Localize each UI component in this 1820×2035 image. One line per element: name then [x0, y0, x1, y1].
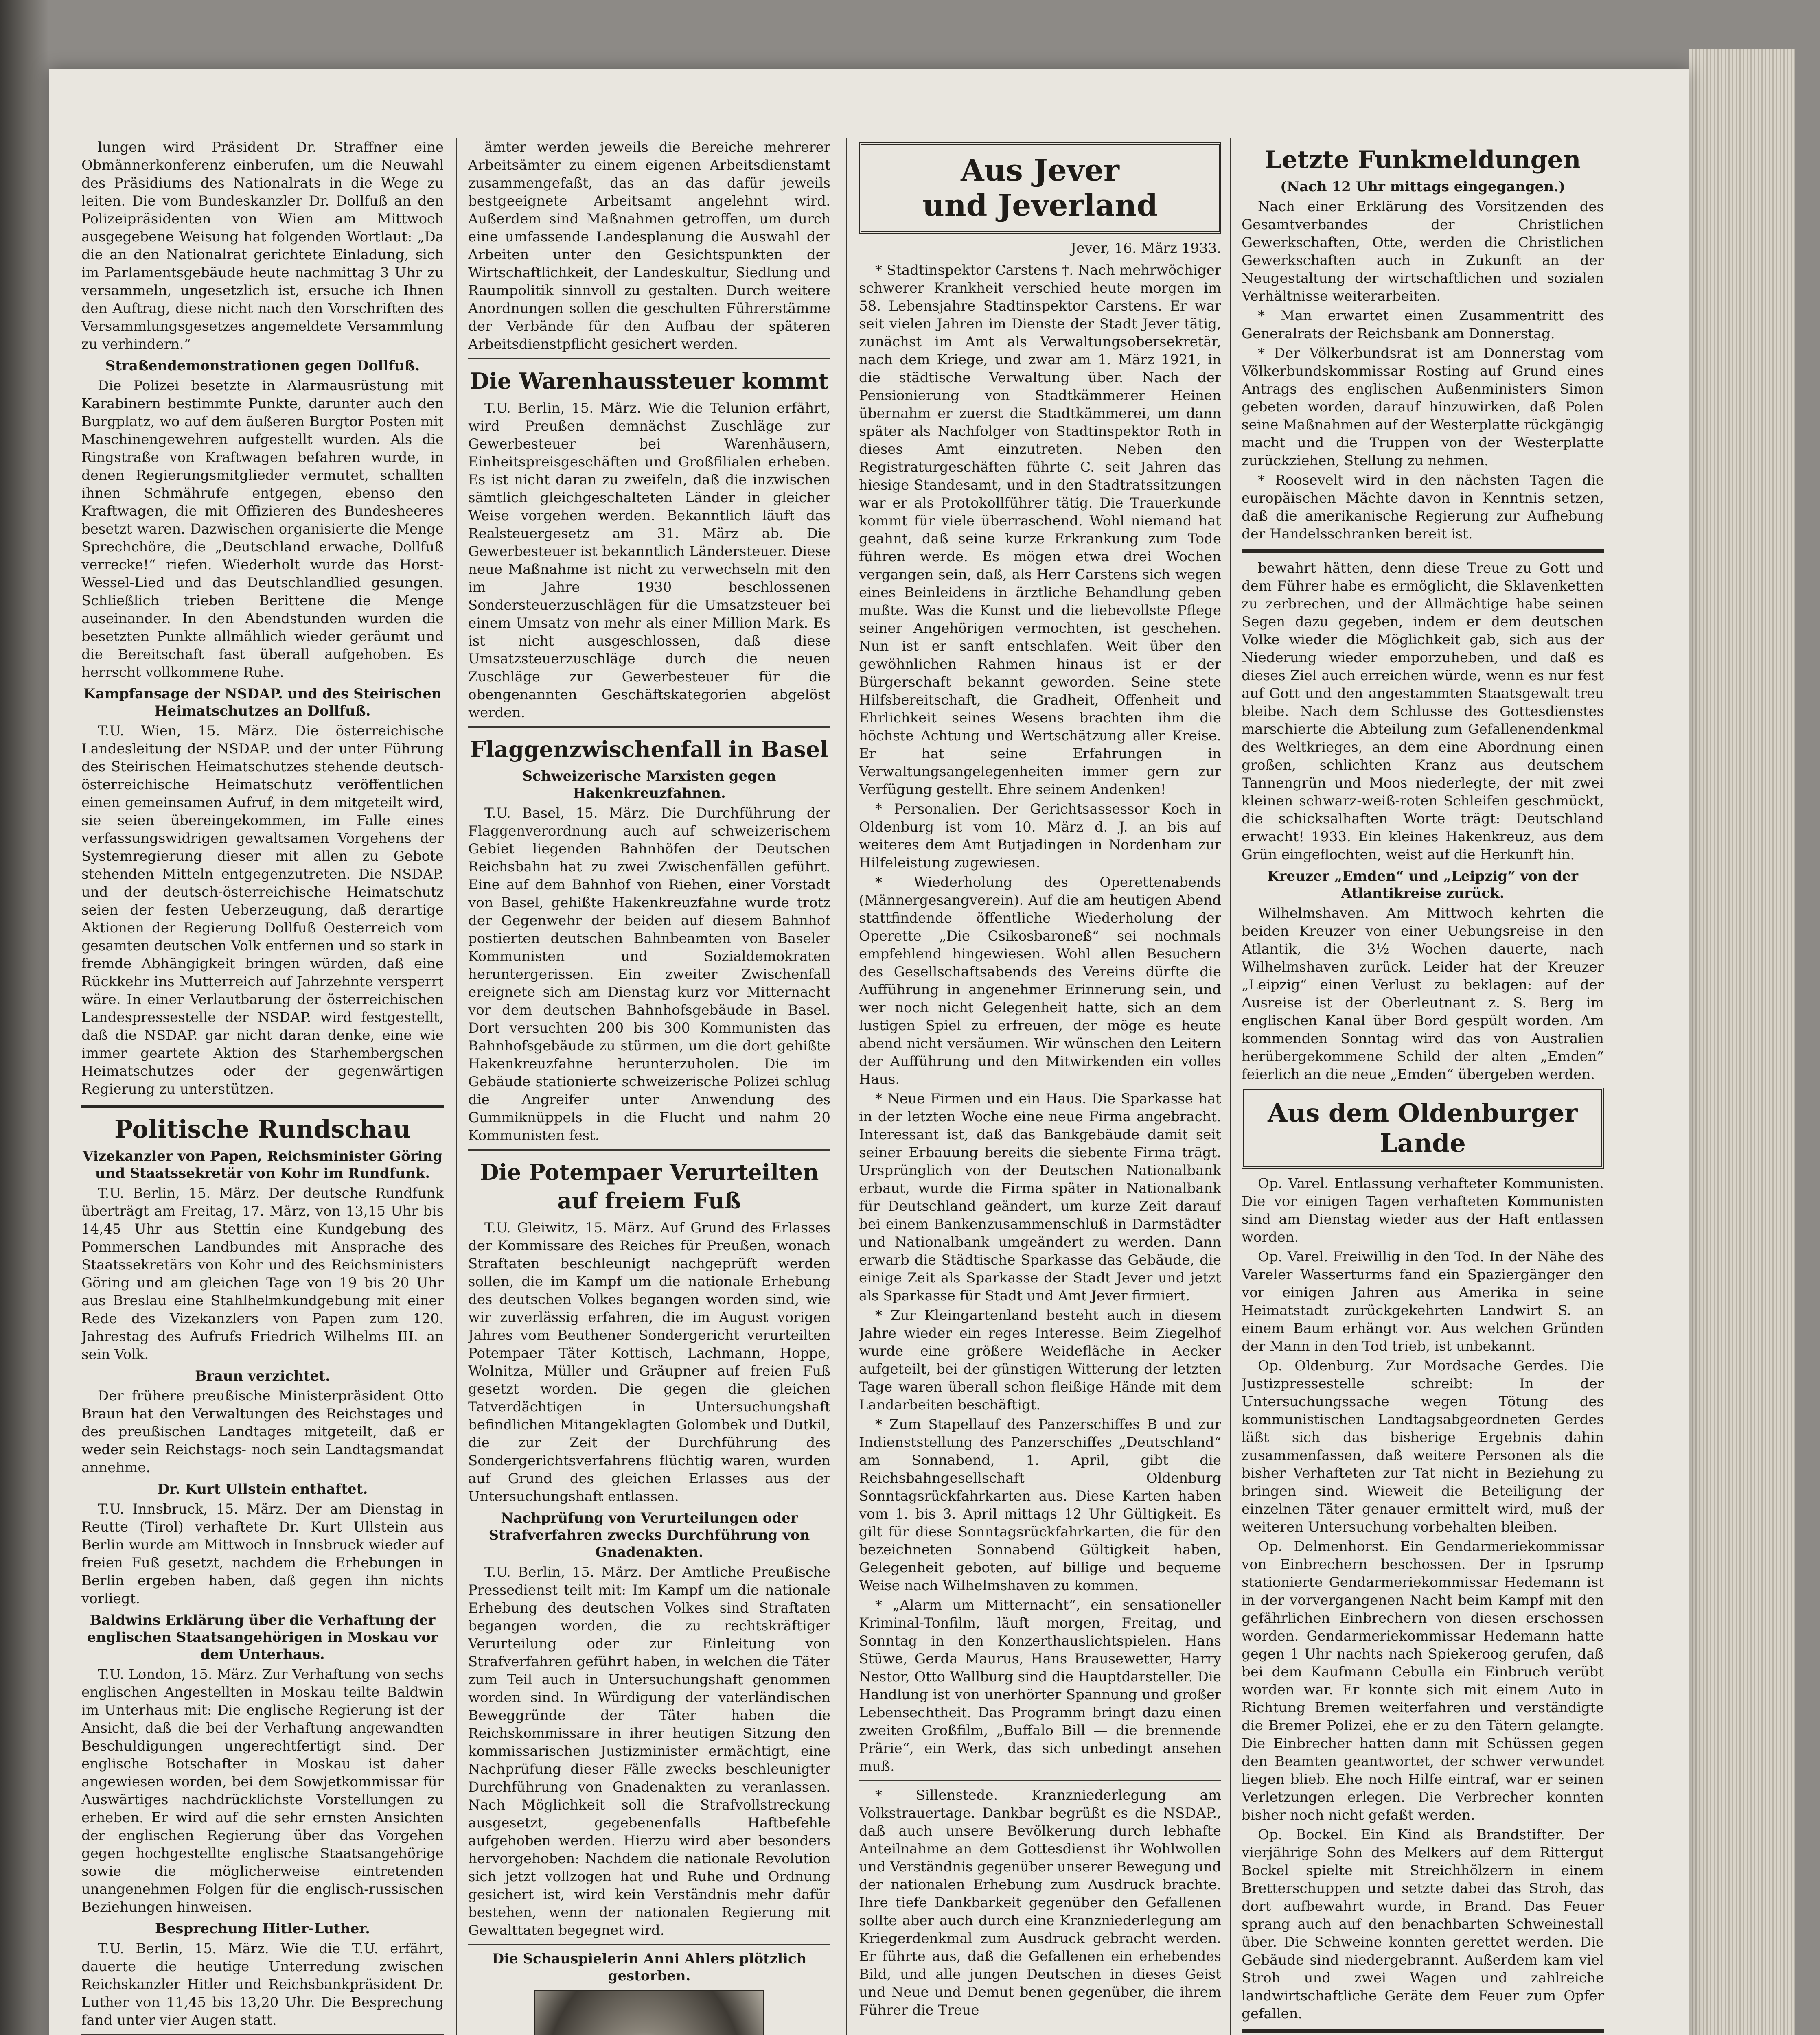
page-stack-edge — [1689, 49, 1795, 2035]
portrait-photo — [534, 1990, 764, 2035]
section-headline: Politische Rundschau — [114, 1115, 411, 1144]
section-title: Aus Jever — [961, 153, 1119, 188]
section-title: Lande — [1380, 1128, 1466, 1158]
article-text: ämter werden jeweils die Bereiche mehrerer Arbeitsämter zu einem eigenen Arbeitsdienstamt zusammengefaßt, das an das dafür jeweils bestgeeignete Arbeitsamt angelehnt wird. Außerdem sind Maßnahmen getroffen, um durch eine umfassende Landesplanung die Auswahl der Arbeiten unter den Gesichtspunkten der Wirtschaftlichkeit, der Landeskultur, Siedlung und Raumpolitik sinnvoll zu gestalten. Durch weitere Anordnungen sollen die geschulten Führerstämme der Verbände für den Aufbau der späteren Arbeitsdienstpflicht gesichert werden. — [468, 139, 830, 352]
article-headline: Braun verzichtet. — [195, 1368, 330, 1384]
column-rule — [1230, 138, 1231, 2035]
article-text: Op. Delmenhorst. Ein Gendarmeriekommissar von Einbrechern beschossen. Der in Ipsrump stationierte Gendarmeriekommissar Hedemann ist in der vorvergangenen Nacht beim Kampf mit den gefährlichen Einbrechern von diesen erschossen worden. Gendarmeriekommissar Hedemann hatte gegen 1 Uhr nachts nach Spiekeroog gerufen, daß bei dem Kaufmann Cebulla ein Einbruch verübt worden war. Er konnte sich mit einem Auto in Richtung Bremen weiterfahren und verständigte die Bremer Polizei, ehe er zu den Tätern gelangte. Die Einbrecher hatten dann mit Schüssen gegen den Beamten geantwortet, der schwer verwundet liegen blieb. Ehe noch Hilfe eintraf, war er seinen Verletzungen erlegen. Die Verbrecher konnten bisher noch nicht gefaßt werden. — [1242, 1538, 1604, 1823]
article-headline: Baldwins Erklärung über die Verhaftung der englischen Staatsangehörigen in Moskau vor dem Unterhaus. — [87, 1612, 438, 1663]
article-text: Wilhelmshaven. Am Mittwoch kehrten die beiden Kreuzer von einer Uebungsreise in den Atlantik, die 3½ Wochen dauerte, nach Wilhelmshaven zurück. Leider hat der Kreuzer „Leipzig“ einen Verlust zu beklagen: auf der Ausreise ist der Oberleutnant z. S. Berg im englischen Kanal über Bord gespült worden. Am kommenden Sonntag wird das von Australien herübergekommene Schild der alten „Emden“ feierlich an die neue „Emden“ übergeben werden. — [1242, 905, 1604, 1083]
article-text: T.U. Gleiwitz, 15. März. Auf Grund des Erlasses der Kommissare des Reiches für Preußen, wonach Straftaten beschleunigt nachgeprüft werden sollen, die im Kampf um die nationale Erhebung des deutschen Volkes begangen worden sind, wie wir zuverlässig erfahren, die im August vorigen Jahres vom Beuthener Sondergericht verurteilten Potempaer Täter Kottisch, Lachmann, Hoppe, Wolnitza, Müller und Gräupner auf freien Fuß gesetzt worden. Die gegen die gleichen Tatverdächtigen in Untersuchungshaft befindlichen Mitangeklagten Golombek und Dutkil, die zur Zeit der Durchführung des Sondergerichtsverfahrens flüchtig waren, wurden auf Grund des gleichen Erlasses aus der Untersuchungshaft entlassen. — [468, 1220, 830, 1505]
article-text: T.U. Berlin, 15. März. Der Amtliche Preußische Pressedienst teilt mit: Im Kampf um die nationale Erhebung des deutschen Volkes sind Straftaten begangen worden, die zu rechtskräftiger Verurteilung oder zur Einleitung von Strafverfahren geführt haben, in welchen die Täter zum Teil auch in Untersuchungshaft genommen worden sind. In Würdigung der vaterländischen Beweggründe der Täter haben die Reichskommissare in ihrer heutigen Sitzung den kommissarischen Justizminister ermächtigt, eine Nachprüfung dieser Fälle zwecks beschleunigter Durchführung von Gnadenakten zu veranlassen. Nach Möglichkeit soll die Strafvollstreckung ausgesetzt, gegebenenfalls Haftbefehle aufgehoben werden. Hierzu wird aber besonders hervorgehoben: Nachdem die nationale Revolution sich jetzt vollzogen hat und Ruhe und Ordnung gesichert ist, wird kein Verständnis mehr dafür bestehen, wenn der nationalen Regierung mit Gewalttaten begegnet wird. — [468, 1564, 830, 1939]
divider — [468, 1149, 830, 1151]
article-text: * „Alarm um Mitternacht“, ein sensationeller Kriminal-Tonfilm, läuft morgen, Freitag, und Sonntag in den Konzerthauslichtspielen. Hans Stüwe, Gerda Maurus, Hans Brausewetter, Harry Nestor, Otto Wallburg sind die Hauptdarsteller. Die Handlung ist von unerhörter Spannung und großer Lebensechtheit. Das Programm bringt dazu einen zweiten Großfilm, „Buffalo Bill — die brennende Prärie“, ein Werk, das sich unbedingt ansehen muß. — [859, 1597, 1221, 1775]
divider — [859, 1780, 1221, 1781]
article-text: T.U. Berlin, 15. März. Wie die Telunion erfährt, wird Preußen demnächst Zuschläge zur Gewerbesteuer bei Warenhäusern, Einheitspreisgeschäften und Großfilialen erheben. Es ist nicht daran zu zweifeln, daß die inzwischen sämtlich gleichgeschalteten Länder in gleicher Weise vorgehen werden. Bekanntlich läuft das Realsteuergesetz am 31. März ab. Die Gewerbesteuer ist bekanntlich Ländersteuer. Diese neue Maßnahme ist nicht zu verwechseln mit den im Jahre 1930 beschlossenen Sondersteuerzuschlägen für die Umsatzsteuer bei einem Umsatz von mehr als einer Million Mark. Es ist nicht ausgeschlossen, daß diese Umsatzsteuerzuschläge durch die neuen Zuschläge zur Gewerbesteuer für die obengenannten Geschäftskategorien abgelöst werden. — [468, 400, 830, 721]
section-divider — [1242, 549, 1604, 553]
section-title: und Jeverland — [922, 188, 1158, 223]
article-text: * Neue Firmen und ein Haus. Die Sparkasse hat in der letzten Woche eine neue Firma angebracht. Interessant ist, daß das Bankgebäude damit seit seiner Erbauung bereits die siebente Firma trägt. Ursprünglich von der Deutschen Nationalbank erbaut, wurde die Firma später in Nationalbank für Deutschland geändert, um kurze Zeit darauf bei einem Bankenzusammenschluß in Darmstädter und Nationalbank umgeändert zu werden. Dann erwarb die Städtische Sparkasse das Gebäude, die einige Zeit als Sparkasse der Stadt Jever und jetzt als Sparkasse für Stadt und Amt Jever firmiert. — [859, 1091, 1221, 1304]
article-text: T.U. London, 15. März. Zur Verhaftung von sechs englischen Angestellten in Moskau teilte Baldwin im Unterhaus mit: Die englische Regierung ist der Ansicht, daß die bei der Verhaftung angewandten Beschuldigungen ungerechtfertigt sind. Der englische Botschafter in Moskau ist daher angewiesen worden, bei dem Sowjetkommissar für Auswärtiges nachdrücklichste Vorstellungen zu erheben. Er wird auf die sehr ernsten Ansichten der englischen Regierung über das Vorgehen gegen hochgestellte englische Staatsangehörige sowie die möglicherweise eintretenden unangenehmen Folgen für die englisch-russischen Beziehungen hinweisen. — [81, 1666, 444, 1915]
section-divider — [81, 1105, 444, 1108]
article-headline: Nachprüfung von Verurteilungen oder Strafverfahren zwecks Durchführung von Gnadenakten. — [488, 1510, 810, 1560]
article-headline: Kampfansage der NSDAP. und des Steirischen Heimatschutzes an Dollfuß. — [83, 686, 442, 719]
section-headline: Letzte Funkmeldungen — [1264, 146, 1581, 174]
divider — [468, 358, 830, 359]
dateline: Jever, 16. März 1933. — [1071, 240, 1221, 256]
section-box-oldenburg — [1242, 1088, 1604, 1169]
section-box-jever — [859, 142, 1221, 234]
article-text: T.U. Berlin, 15. März. Der deutsche Rundfunk überträgt am Freitag, 17. März, von 13,15 Uhr bis 14,45 Uhr aus Stettin eine Kundgebung des Pommerschen Landbundes mit Ansprache des Staatssekretärs von Kohr und des Reichsministers Göring und am gleichen Tage von 19 bis 20 Uhr aus Breslau eine Stahlhelmkundgebung mit einer Rede des Vizekanzlers von Papen zum 120. Jahrestag des Aufrufs Friedrich Wilhelms III. an sein Volk. — [81, 1185, 444, 1363]
article-headline: Besprechung Hitler-Luther. — [155, 1921, 370, 1937]
column-3 — [859, 138, 1221, 2035]
article-text: * Zur Kleingartenland besteht auch in diesem Jahre wieder ein reges Interesse. Beim Ziegelhof wurde eine größere Weidefläche in Aecker aufgeteilt, bei der günstigen Witterung der letzten Tage waren überall schon fleißige Hände mit dem Landarbeiten beschäftigt. — [859, 1307, 1221, 1413]
book-binding — [0, 0, 49, 2035]
article-text: Nach einer Erklärung des Vorsitzenden des Gesamtverbandes der Christlichen Gewerkschaften, Otte, werden die Christlichen Gewerkschaften auch in Zukunft an der Neugestaltung der wirtschaftlichen und sozialen Verhältnisse weiterarbeiten. — [1242, 199, 1604, 304]
column-rule — [456, 138, 457, 2035]
column-4 — [1242, 138, 1604, 2035]
article-text: * Der Völkerbundsrat ist am Donnerstag vom Völkerbundskommissar Rosting auf Grund eines Antrags des englischen Außenministers Simon gebeten worden, darauf hinzuwirken, daß Polen seine Maßnahmen auf der Westerplatte rückgängig macht und die Truppen von der Westerplatte zurückziehen, Stellung zu nehmen. — [1242, 345, 1604, 469]
article-text: Die Polizei besetzte in Alarmausrüstung mit Karabinern bestimmte Punkte, darunter auch den Burgplatz, wo auf dem äußeren Burgtor Posten mit Maschinengewehren aufgestellt wurden. Als die Ringstraße von Kraftwagen befahren wurde, in denen Regierungsmitglieder vermutet, schallten ihnen Schmährufe entgegen, ebenso den Kraftwagen, die mit Offizieren des Bundesheeres besetzt waren. Dazwischen organisierte die Menge Sprechchöre, die „Deutschland erwache, Dollfuß verrecke!“ riefen. Wiederholt wurde das Horst-Wessel-Lied und das Deutschlandlied gesungen. Schließlich trieben Berittene die Menge auseinander. In den Abendstunden wurden die besetzten Punkte allmählich wieder geräumt und die Bereitschaft fast überall aufgehoben. Es herrscht vollkommene Ruhe. — [81, 378, 444, 681]
section-subheadline: (Nach 12 Uhr mittags eingegangen.) — [1280, 179, 1566, 195]
column-rule — [846, 138, 847, 2035]
article-headline: Vizekanzler von Papen, Reichsminister Göring und Staatssekretär von Kohr im Rundfunk. — [82, 1148, 443, 1182]
article-text: * Man erwartet einen Zusammentritt des Generalrats der Reichsbank am Donnerstag. — [1242, 308, 1604, 342]
article-headline: Straßendemonstrationen gegen Dollfuß. — [105, 358, 420, 374]
article-headline: Die Warenhaussteuer kommt — [470, 368, 829, 394]
article-text: Op. Oldenburg. Zur Mordsache Gerdes. Die Justizpressestelle schreibt: In der Untersuchungssache wegen Tötung des kommunistischen Landtagsabgeordneten Gerdes läßt sich das bisherige Ergebnis dahin zusammenfassen, daß weitere Personen als die bisher Verhafteten zur Tat nicht in Beziehung zu bringen sind. Wieweit die Beteiligung der einzelnen Täter genauer ermittelt wird, muß der weiteren Untersuchung vorbehalten bleiben. — [1242, 1358, 1604, 1535]
article-text: T.U. Innsbruck, 15. März. Der am Dienstag in Reutte (Tirol) verhaftete Dr. Kurt Ullstein aus Berlin wurde am Mittwoch in Innsbruck wieder auf freien Fuß gesetzt, nachdem die Erhebungen in Berlin ergeben haben, daß gegen ihn nichts vorliegt. — [81, 1501, 444, 1607]
column-2 — [468, 138, 830, 2035]
article-text: * Sillenstede. Kranzniederlegung am Volkstrauertage. Dankbar begrüßt es die NSDAP., daß auch unsere Bevölkerung durch lebhafte Anteilnahme an dem Gottesdienst ihr Wohlwollen und Verständnis gegenüber unserer Bewegung und der nationalen Erhebung zum Ausdruck brachte. Ihre tiefe Dankbarkeit gegenüber den Gefallenen sollte aber auch durch eine Kranzniederlegung am Kriegerdenkmal zum Ausdruck gebracht werden. Er führte aus, daß die Gefallenen ein erhebendes Bild, und alle jungen Deutschen in dieses Geist und Neue und Demut benen gegenüber, die ihrem Führer die Treue — [859, 1787, 1221, 2018]
article-text: * Roosevelt wird in den nächsten Tagen die europäischen Mächte davon in Kenntnis setzen, daß die amerikanische Regierung zur Aufhebung der Handelsschranken bereit ist. — [1242, 472, 1604, 542]
article-headline: Dr. Kurt Ullstein enthaftet. — [157, 1481, 368, 1497]
article-text: bewahrt hätten, denn diese Treue zu Gott und dem Führer habe es ermöglicht, die Sklavenketten zu zerbrechen, und der Allmächtige habe seinen Segen dazu gegeben, indem er dem deutschen Volke wieder die Möglichkeit gab, sich aus der Niederung wieder emporzuheben, und daß es dieses Ziel auch erreichen würde, wenn es nur fest auf Gott und den angestammten Staatsgewalt treu bleibe. Nach dem Schlusse des Gottesdienstes marschierte die Abteilung zum Gefallenendenkmal des Weltkrieges, an dem eine Abordnung einen großen, schlichten Kranz aus deutschem Tannengrün und Moos niederlegte, der mit zwei kleinen schwarz-weiß-roten Schleifen geschmückt, die schicksalhaften Worte trägt: Deutschland erwacht! 1933. Ein kleines Hakenkreuz, aus dem Grün eingeflochten, weist auf die Herkunft hin. — [1242, 560, 1604, 863]
article-text: T.U. Wien, 15. März. Die österreichische Landesleitung der NSDAP. und der unter Führung des Steirischen Heimatschutzes stehende deutsch-österreichische Heimatschutz veröffentlichen einen gemeinsamen Aufruf, in dem mitgeteilt wird, sie seien übereingekommen, im Falle eines verfassungswidrigen gewaltsamen Vorgehens der Systemregierung dieser mit allen zu Gebote stehenden Mitteln entgegenzutreten. Die NSDAP. und der deutsch-österreichische Heimatschutz seien der festen Ueberzeugung, daß derartige Aktionen der Regierung Dollfuß Oesterreich vom gesamten deutschen Volk entfernen und so stark in fremde Abhängigkeit bringen würden, daß eine Rückkehr ins Mutterreich auf Jahrzehnte versperrt wäre. In einer Verlautbarung der österreichischen Landespressestelle der NSDAP. wird festgestellt, daß die NSDAP. gar nicht daran denke, eine wie immer geartete Aktion des Starhembergschen Heimatschutzes oder der gegenwärtigen Regierung zu unterstützen. — [81, 723, 444, 1097]
column-1 — [81, 138, 444, 2035]
divider — [468, 1944, 830, 1945]
article-text: * Zum Stapellauf des Panzerschiffes B und zur Indienststellung des Panzerschiffes „Deutschland“ am Sonnabend, 1. April, gibt die Reichsbahngesellschaft Oldenburg Sonntagsrückfahrkarten aus. Diese Karten haben vom 1. bis 3. April mittags 12 Uhr Gültigkeit. Es gilt für diese Sonntagsrückfahrkarten, die für den bezeichneten Sonnabend Gültigkeit haben, Gelegenheit geboten, auf billige und bequeme Weise nach Wilhelmshaven zu kommen. — [859, 1416, 1221, 1594]
photo-headline: Die Schauspielerin Anni Ahlers plötzlich gestorben. — [492, 1951, 807, 1984]
article-text: Op. Varel. Entlassung verhafteter Kommunisten. Die vor einigen Tagen verhafteten Kommunisten sind am Dienstag wieder aus der Haft entlassen worden. — [1242, 1175, 1604, 1245]
section-divider — [1242, 2029, 1604, 2033]
article-headline: Die Potempaer Verurteilten auf freiem Fuß — [480, 1159, 819, 1214]
article-subheadline: Schweizerische Marxisten gegen Hakenkreuzfahnen. — [522, 768, 776, 801]
article-text: lungen wird Präsident Dr. Straffner eine Obmännerkonferenz einberufen, um die Neuwahl des Präsidiums des Nationalrats in die Wege zu leiten. Die vom Bundeskanzler Dr. Dollfuß an den Polizeipräsidenten von Wien am Mittwoch ausgegebene Weisung hat folgenden Wortlaut: „Da die an den Nationalrat gerichtete Einladung, sich im Parlamentsgebäude heute nachmittag 3 Uhr zu versammeln, ungesetzlich ist, ersuche ich Ihnen den Auftrag, diese nicht nach den Vorschriften des Versammlungsgesetzes angemeldete Versammlung zu verhindern.“ — [81, 139, 444, 352]
article-text: * Personalien. Der Gerichtsassessor Koch in Oldenburg ist vom 10. März d. J. an bis auf weiteres dem Amt Butjadingen in Nordenham zur Hilfeleistung zugewiesen. — [859, 801, 1221, 871]
section-title: Aus dem Oldenburger — [1268, 1098, 1578, 1128]
article-text: Op. Varel. Freiwillig in den Tod. In der Nähe des Vareler Wasserturms fand ein Spaziergänger den vor einigen Jahren aus Amerika in seine Heimatstadt zurückgekehrten Landwirt S. an einem Baum erhängt vor. Aus welchen Gründen der Mann in den Tod trieb, ist unbekannt. — [1242, 1249, 1604, 1354]
article-text: T.U. Berlin, 15. März. Wie die T.U. erfährt, dauerte die heutige Unterredung zwischen Reichskanzler Hitler und Reichsbankpräsident Dr. Luther von 11,45 bis 13,20 Uhr. Die Besprechung fand unter vier Augen statt. — [81, 1941, 444, 2028]
article-headline: Flaggenzwischenfall in Basel — [470, 736, 828, 762]
article-text: * Wiederholung des Operettenabends (Männergesangverein). Auf die am heutigen Abend stattfindende öffentliche Wiederholung der Operette „Die Csikosbaroneß“ sei nochmals empfehlend hingewiesen. Wohl allen Besuchern des Gesellschaftsabends des Vereins dürfte die Aufführung in angenehmer Erinnerung sein, und wer noch nicht Gelegenheit hatte, sich an dem lustigen Spiel zu erfreuen, der möge es heute abend nicht versäumen. Wir wünschen den Leitern der Aufführung und den Mitwirkenden ein volles Haus. — [859, 874, 1221, 1088]
article-text: * Stadtinspektor Carstens †. Nach mehrwöchiger schwerer Krankheit verschied heute morgen im 58. Lebensjahre Stadtinspektor Carstens. Er war seit vielen Jahren im Dienste der Stadt Jever tätig, zunächst im Amt als Verwaltungsobersekretär, nach dem Kriege, und zwar am 1. März 1921, in die städtische Verwaltung über. Nach der Pensionierung von Stadtkämmerer Heinen übernahm er zuerst die Stadtkämmerei, um dann später als Nachfolger von Stadtinspektor Roth in dieses Amt einzutreten. Neben den Registraturgeschäften führte C. seit Jahren das hiesige Standesamt, und in den Stadtratssitzungen war er als Protokollführer tätig. Die Trauerkunde kommt für viele überraschend. Wohl niemand hat geahnt, daß seine kurze Erkrankung zum Tode führen werde. Es mögen etwa drei Wochen vergangen sein, daß, als Herr Carstens sich wegen eines Beinleidens in ärztliche Behandlung geben mußte. Was die Kunst und die liebevollste Pflege seiner Angehörigen vermochten, ist geschehen. Nun ist er sanft entschlafen. Weit über den gewöhnlichen Rahmen hinaus ist er der Bürgerschaft bekannt geworden. Seine stete Hilfsbereitschaft, die Gradheit, Offenheit und Ehrlichkeit seines Wesens brachten ihm die höchste Achtung und Wertschätzung aller Kreise. Er hat seine Erfahrungen in Verwaltungsangelegenheiten immer gern zur Verfügung gestellt. Ehre seinem Andenken! — [859, 262, 1221, 798]
article-text: Op. Bockel. Ein Kind als Brandstifter. Der vierjährige Sohn des Melkers auf dem Rittergut Bockel spielte mit Streichhölzern in einem Bretterschuppen und setzte dabei das Stroh, das dort aufbewahrt wurde, in Brand. Das Feuer sprang auch auf den benachbarten Schweinestall über. Die Schweine konnten gerettet werden. Die Gebäude sind niedergebrannt. Außerdem kam viel Stroh und zwei Wagen und zahlreiche landwirtschaftliche Geräte dem Feuer zum Opfer gefallen. — [1242, 1827, 1604, 2022]
article-headline: Kreuzer „Emden“ und „Leipzig“ von der Atlantikreise zurück. — [1267, 868, 1578, 902]
divider — [468, 726, 830, 728]
article-text: T.U. Basel, 15. März. Die Durchführung der Flaggenverordnung auch auf schweizerischem Gebiet liegenden Bahnhöfen der Deutschen Reichsbahn hat zu zwei Zwischenfällen geführt. Eine auf dem Bahnhof von Riehen, einer Vorstadt von Basel, gehißte Hakenkreuzfahne wurde trotz der Gegenwehr der beiden auf diesem Bahnhof postierten deutschen Bahnbeamten von Baseler Kommunisten und Sozialdemokraten heruntergerissen. Ein zweiter Zwischenfall ereignete sich am Dienstag kurz vor Mitternacht vor dem deutschen Bahnhofsgebäude in Basel. Dort versuchten 200 bis 300 Kommunisten das Bahnhofsgebäude zu stürmen, um die dort gehißte Hakenkreuzfahne herunterzuholen. Die im Gebäude stationierte schweizerische Polizei schlug die Angreifer unter Anwendung des Gummiknüppels in die Flucht und nahm 20 Kommunisten fest. — [468, 805, 830, 1144]
article-text: Der frühere preußische Ministerpräsident Otto Braun hat den Verwaltungen des Reichstages und des preußischen Landtages mitgeteilt, daß er weder sein Reichstags- noch sein Landtagsmandat annehme. — [81, 1388, 444, 1476]
